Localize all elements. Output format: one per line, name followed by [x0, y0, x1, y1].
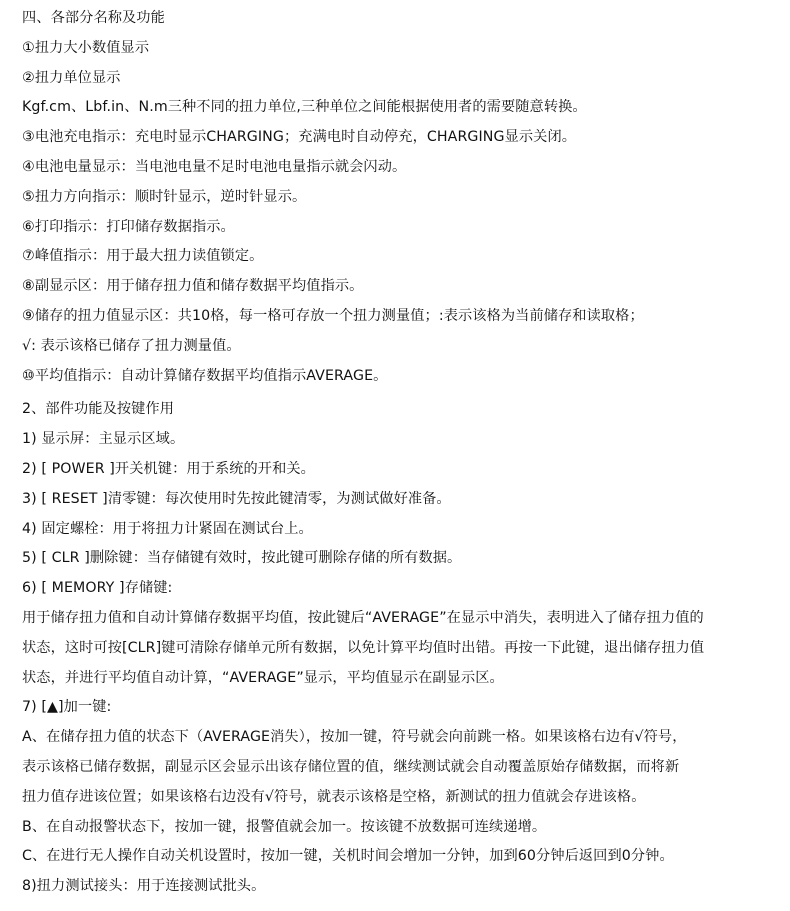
- plus-desc-a-line-3: 扭力值存进该位置；如果该格右边没有√符号，就表示该格是空格，新测试的扭力值就会存进该格。: [22, 788, 646, 805]
- function-item-6: 6) [ MEMORY ]存储键:: [22, 580, 173, 597]
- function-item-4: 4) 固定螺栓：用于将扭力计紧固在测试台上。: [22, 520, 313, 537]
- part-item-10: ⑩平均值指示：自动计算储存数据平均值指示AVERAGE。: [22, 367, 388, 384]
- part-item-2: ②扭力单位显示: [22, 69, 121, 86]
- memory-desc-line-3: 状态，并进行平均值自动计算，“AVERAGE”显示，平均值显示在副显示区。: [22, 669, 504, 686]
- function-item-7: 7) [▲]加一键:: [22, 699, 112, 716]
- memory-desc-line-1: 用于储存扭力值和自动计算储存数据平均值，按此键后“AVERAGE”在显示中消失，表明进入了储存扭力值的: [22, 609, 704, 626]
- part-item-8: ⑧副显示区：用于储存扭力值和储存数据平均值指示。: [22, 278, 364, 295]
- document-body: [22, 4, 784, 902]
- plus-desc-a-line-1: A、在储存扭力值的状态下（AVERAGE消失），按加一键，符号就会向前跳一格。如果该格右边有√符号，: [22, 729, 687, 746]
- functions-title: 2、部件功能及按键作用: [22, 401, 175, 418]
- section-title: 四、各部分名称及功能: [22, 10, 165, 26]
- function-item-1: 1) 显示屏：主显示区域。: [22, 431, 185, 448]
- part-item-6: ⑥打印指示：打印储存数据指示。: [22, 218, 235, 235]
- memory-desc-line-2: 状态，这时可按[CLR]键可清除存储单元所有数据，以免计算平均值时出错。再按一下此键，退出储存扭力值: [22, 639, 705, 656]
- function-item-3: 3) [ RESET ]清零键：每次使用时先按此键清零，为测试做好准备。: [22, 490, 451, 507]
- part-item-1: ①扭力大小数值显示: [22, 39, 150, 56]
- function-item-8: 8)扭力测试接头：用于连接测试批头。: [22, 878, 266, 895]
- part-item-9-check: √: 表示该格已储存了扭力测量值。: [22, 337, 241, 354]
- part-item-7: ⑦峰值指示：用于最大扭力读值锁定。: [22, 248, 264, 265]
- plus-desc-c: C、在进行无人操作自动关机设置时，按加一键，关机时间会增加一分钟，加到60分钟后返回到0分钟。: [22, 848, 674, 865]
- part-item-units: Kgf.cm、Lbf.in、N.m三种不同的扭力单位,三种单位之间能根据使用者的需要随意转换。: [22, 99, 587, 116]
- part-item-3: ③电池充电指示：充电时显示CHARGING；充满电时自动停充，CHARGING显示关闭。: [22, 129, 577, 146]
- part-item-4: ④电池电量显示：当电池电量不足时电池电量指示就会闪动。: [22, 158, 407, 175]
- part-item-5: ⑤扭力方向指示：顺时针显示，逆时针显示。: [22, 188, 307, 205]
- plus-desc-b: B、在自动报警状态下，按加一键，报警值就会加一。按该键不放数据可连续递增。: [22, 818, 547, 835]
- plus-desc-a-line-2: 表示该格已储存数据，副显示区会显示出该存储位置的值，继续测试就会自动覆盖原始存储数据，而将新: [22, 758, 680, 775]
- function-item-2: 2) [ POWER ]开关机键：用于系统的开和关。: [22, 460, 315, 477]
- function-item-5: 5) [ CLR ]删除键：当存储键有效时，按此键可删除存储的所有数据。: [22, 550, 462, 567]
- part-item-9: ⑨储存的扭力值显示区：共10格，每一格可存放一个扭力测量值；:表示该格为当前储存和读取格；: [22, 307, 644, 324]
